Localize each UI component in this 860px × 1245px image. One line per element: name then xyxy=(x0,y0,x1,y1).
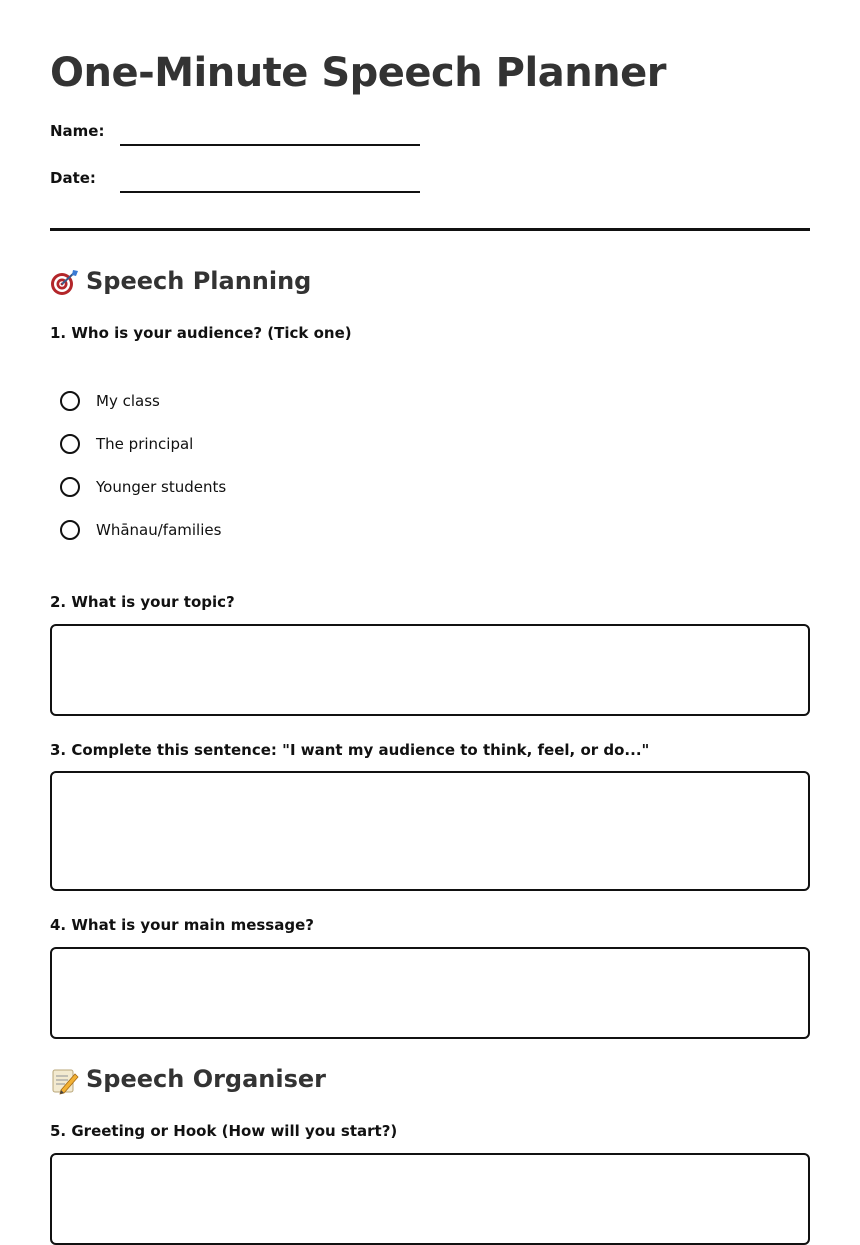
memo-pencil-icon xyxy=(50,1064,80,1094)
section-heading-speech-planning xyxy=(50,266,311,296)
radio-button[interactable] xyxy=(60,520,80,540)
section-heading-speech-organiser xyxy=(50,1064,326,1094)
name-input[interactable] xyxy=(120,124,420,146)
radio-label: My class xyxy=(96,392,160,410)
question-greeting-hook: 5. Greeting or Hook (How will you start?) xyxy=(50,1122,398,1140)
name-label: Name: xyxy=(50,122,105,140)
radio-label: Younger students xyxy=(96,478,227,496)
audience-option-whanau-families[interactable] xyxy=(60,517,221,543)
name-field-row xyxy=(50,122,430,148)
question-audience-outcome: 3. Complete this sentence: "I want my audience to think, feel, or do..." xyxy=(50,741,650,759)
audience-outcome-answer-box[interactable] xyxy=(50,771,810,891)
date-label: Date: xyxy=(50,169,96,187)
radio-button[interactable] xyxy=(60,434,80,454)
main-message-answer-box[interactable] xyxy=(50,947,810,1039)
radio-label: Whānau/families xyxy=(96,521,222,539)
header-divider xyxy=(50,228,810,231)
date-field-row xyxy=(50,169,430,195)
audience-option-principal[interactable] xyxy=(60,431,193,457)
section-heading-label: Speech Planning xyxy=(86,267,312,295)
target-dart-icon xyxy=(50,266,80,296)
radio-button[interactable] xyxy=(60,391,80,411)
question-topic: 2. What is your topic? xyxy=(50,593,235,611)
audience-option-younger-students[interactable] xyxy=(60,474,226,500)
date-input[interactable] xyxy=(120,171,420,193)
audience-option-my-class[interactable] xyxy=(60,388,160,414)
question-main-message: 4. What is your main message? xyxy=(50,916,314,934)
radio-label: The principal xyxy=(96,435,194,453)
question-audience: 1. Who is your audience? (Tick one) xyxy=(50,324,352,342)
page-title: One-Minute Speech Planner xyxy=(50,50,666,96)
section-heading-label: Speech Organiser xyxy=(86,1065,327,1093)
greeting-hook-answer-box[interactable] xyxy=(50,1153,810,1245)
topic-answer-box[interactable] xyxy=(50,624,810,716)
radio-button[interactable] xyxy=(60,477,80,497)
